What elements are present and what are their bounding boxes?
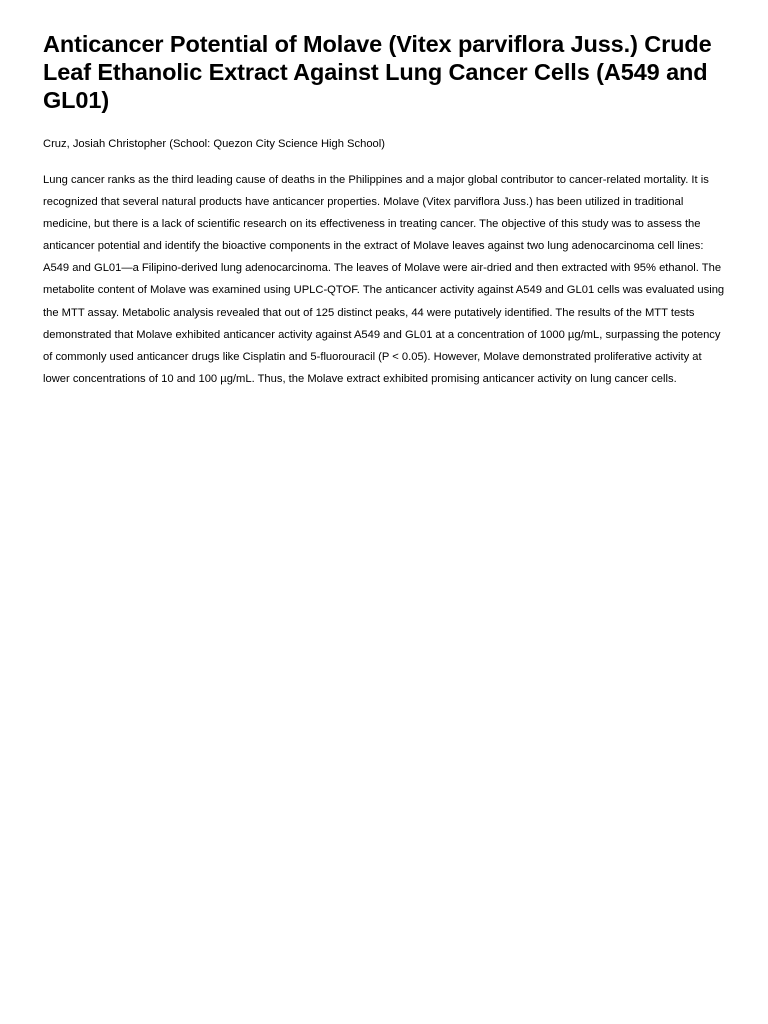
document-title: Anticancer Potential of Molave (Vitex parviflora Juss.) Crude Leaf Ethanolic Extract Against Lung Cancer Cells (A549 and GL01) [43,31,712,113]
abstract-text: Lung cancer ranks as the third leading cause of deaths in the Philippines and a major global contributor to cancer-related mortality. It is recognized that several natural products have anticancer properties. Molave (Vitex parviflora Juss.) has been utilized in traditional medicine, but there is a lack of scientific research on its effectiveness in treating cancer. The objective of this study was to assess the anticancer potential and identify the bioactive components in the extract of Molave leaves against two lung adenocarcinoma cell lines: A549 and GL01—a Filipino-derived lung adenocarcinoma. The leaves of Molave were air-dried and then extracted with 95% ethanol. The metabolite content of Molave was examined using UPLC-QTOF. The anticancer activity against A549 and GL01 cells was evaluated using the MTT assay. Metabolic analysis revealed that out of 125 distinct peaks, 44 were putatively identified. The results of the MTT tests demonstrated that Molave exhibited anticancer activity against A549 and GL01 at a concentration of 1000 µg/mL, surpassing the potency of commonly used anticancer drugs like Cisplatin and 5-fluorouracil (P < 0.05). However, Molave demonstrated proliferative activity at lower concentrations of 10 and 100 µg/mL. Thus, the Molave extract exhibited promising anticancer activity on lung cancer cells. [43,174,725,385]
document-page [43,30,725,390]
author-line: Cruz, Josiah Christopher (School: Quezon City Science High School) [43,138,385,150]
